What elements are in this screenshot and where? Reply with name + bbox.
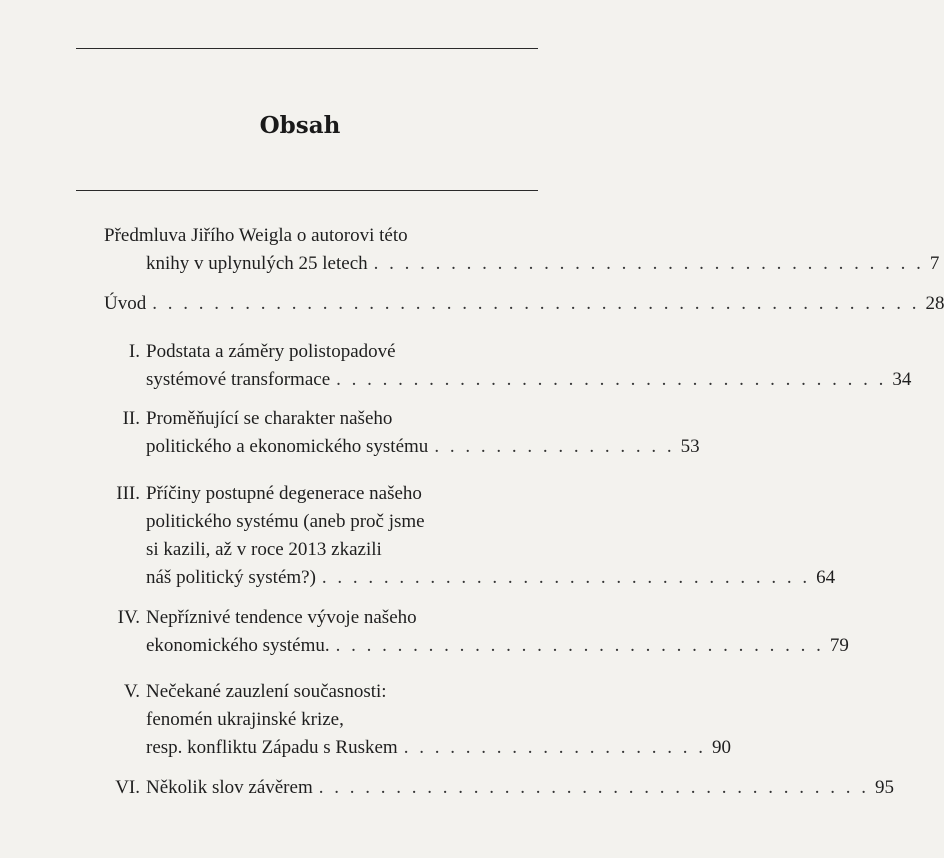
top-rule — [76, 48, 538, 49]
toc-entry-text-line: Příčiny postupné degenerace našeho — [146, 483, 422, 504]
toc-entry-text-line: fenomén ukrajinské krize, — [146, 709, 344, 730]
leader-dots: . . . . . . . . . . . . . . . . . . . . . . . . . . . . . . . . . . . . . . . . . . . . . . . . . . — [152, 293, 920, 314]
title-rule — [76, 190, 538, 191]
toc-entry-last-line — [146, 564, 836, 592]
toc-entry-text-line: ekonomického systému. — [146, 635, 330, 656]
leader-dots: . . . . . . . . . . . . . . . . . . . . . . . . . . . . . . . . . . . . — [318, 777, 869, 798]
toc-entry-last-line — [146, 632, 849, 660]
leader-dots: . . . . . . . . . . . . . . . . . . . . — [403, 737, 706, 758]
chapter-numeral: VI. — [115, 777, 140, 798]
chapter-numeral: I. — [128, 341, 140, 362]
chapter-numeral: III. — [116, 483, 140, 504]
chapter-numeral: II. — [122, 408, 140, 429]
toc-entry-last-line — [146, 734, 731, 762]
toc-entry-last-line — [104, 290, 944, 318]
toc-entry-text-line: Nečekané zauzlení současnosti: — [146, 681, 387, 702]
page-number: 64 — [816, 567, 836, 588]
toc-entry-text-line: Úvod — [104, 293, 147, 314]
toc-entry-text-line: náš politický systém?) — [146, 567, 316, 588]
chapter-numeral: IV. — [117, 607, 140, 628]
toc-entry-text-line: Podstata a záměry polistopadové — [146, 341, 396, 362]
toc-entry-text-line: politického a ekonomického systému — [146, 436, 429, 457]
toc-entry-text-line: Nepříznivé tendence vývoje našeho — [146, 607, 417, 628]
toc-entry-last-line — [146, 774, 894, 802]
toc-entry-text-line: Předmluva Jiřího Weigla o autorovi této — [104, 225, 408, 246]
toc-entry-last-line — [146, 433, 700, 461]
page-number: 28 — [925, 293, 944, 314]
leader-dots: . . . . . . . . . . . . . . . . . . . . . . . . . . . . . . . . — [335, 635, 824, 656]
toc-entry-text-line: systémové transformace — [146, 369, 331, 390]
toc-entry-text-line: si kazili, až v roce 2013 zkazili — [146, 539, 382, 560]
chapter-numeral: V. — [123, 681, 140, 702]
page-number: 53 — [680, 436, 700, 457]
toc-entry-text-line: resp. konfliktu Západu s Ruskem — [146, 737, 398, 758]
toc-entry-text-line: politického systému (aneb proč jsme — [146, 511, 425, 532]
toc-entry-last-line — [146, 250, 940, 278]
toc-entry-text-line: Několik slov závěrem — [146, 777, 313, 798]
leader-dots: . . . . . . . . . . . . . . . . — [434, 436, 675, 457]
toc-entry-last-line — [146, 366, 912, 394]
leader-dots: . . . . . . . . . . . . . . . . . . . . . . . . . . . . . . . . — [321, 567, 811, 588]
page-number: 7 — [929, 253, 940, 274]
leader-dots: . . . . . . . . . . . . . . . . . . . . . . . . . . . . . . . . . . . . — [373, 253, 924, 274]
leader-dots: . . . . . . . . . . . . . . . . . . . . . . . . . . . . . . . . . . . . — [336, 369, 887, 390]
page-title: Obsah — [259, 112, 341, 139]
page-number: 79 — [829, 635, 849, 656]
toc-entry-text-line: knihy v uplynulých 25 letech — [146, 253, 368, 274]
page-number: 95 — [874, 777, 894, 798]
page-number: 90 — [711, 737, 731, 758]
page-number: 34 — [892, 369, 912, 390]
toc-entry-text-line: Proměňující se charakter našeho — [146, 408, 393, 429]
